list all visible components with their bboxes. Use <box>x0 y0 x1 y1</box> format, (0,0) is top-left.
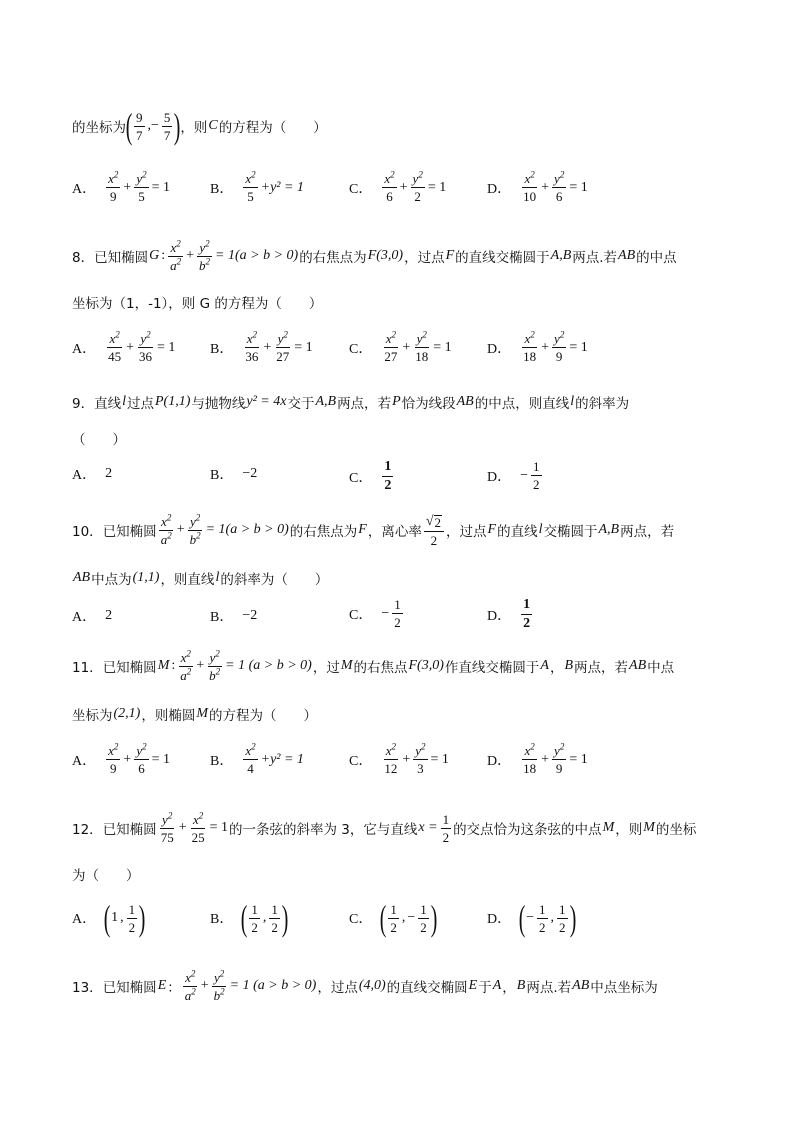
q13-stem: 13． 已知椭圆 E ： $\frac{x^2}{a^2}$ + $\frac{y^2}{b^2}$ = 1 (a > b > 0) ，过点 (4,0) 的直线交椭圆 E 于 A ， B 两点.若 AB 中点坐标为 <box>72 968 658 1003</box>
q9-stem: 9． 直线 l 过点 P(1,1) 与抛物线 y² = 4x 交于 A,B 两点，若 P 恰为线段 AB 的中点，则直线 l 的斜率为 <box>72 394 630 412</box>
q7-option-b[interactable]: B． $\frac{x^2}{5}$ +y² = 1 <box>210 169 304 204</box>
q11-option-b[interactable]: B． $\frac{x^2}{4}$ +y² = 1 <box>210 741 304 776</box>
q10-option-d[interactable]: D． $\frac{1}{2}$ <box>487 597 531 631</box>
q12-option-d[interactable]: D． ( − $\frac{1}{2}$ , $\frac{1}{2}$ ) <box>487 898 576 938</box>
q12-option-c[interactable]: C． ( $\frac{1}{2}$ , − $\frac{1}{2}$ ) <box>349 898 438 938</box>
q7-stem-tail: 的坐标为 ( $\frac{9}{7}$ ,− $\frac{5}{7}$ ) ，则 C 的方程为（ ） <box>72 106 327 146</box>
q8-stem: 8． 已知椭圆 G : $\frac{x^2}{a^2}$ + $\frac{y^2}{b^2}$ = 1(a > b > 0) 的右焦点为 F(3,0) ，过点 F 的直线交椭圆于 A,B 两点.若 AB 的中点 <box>72 238 677 273</box>
q10-stem: 10． 已知椭圆 $\frac{x^2}{a^2}$ + $\frac{y^2}{b^2}$ = 1(a > b > 0) 的右焦点为 F ，离心率 √ 2 2 ，过点 F 的直线 l 交椭圆于 A,B 两点，若 <box>72 512 675 548</box>
q11-option-a[interactable]: A． $\frac{x^2}{9}$ + $\frac{y^2}{6}$ = 1 <box>72 741 170 776</box>
q7-option-d[interactable]: D． $\frac{x^2}{10}$ + $\frac{y^2}{6}$ = 1 <box>487 169 588 204</box>
q7-option-c[interactable]: C． $\frac{x^2}{6}$ + $\frac{y^2}{2}$ = 1 <box>349 169 447 204</box>
q11-option-d[interactable]: D． $\frac{x^2}{18}$ + $\frac{y^2}{9}$ = 1 <box>487 741 588 776</box>
q9-stem-line2: （ ） <box>72 432 126 448</box>
q10-option-a[interactable]: A． 2 <box>72 608 113 625</box>
q8-option-c[interactable]: C． $\frac{x^2}{27}$ + $\frac{y^2}{18}$ = 1 <box>349 329 452 364</box>
q9-option-c[interactable]: C． $\frac{1}{2}$ <box>349 459 392 493</box>
q7-prefix: 的坐标为 <box>72 120 126 136</box>
q10-option-c[interactable]: C． − $\frac{1}{2}$ <box>349 597 401 630</box>
coord-x-fraction: $\frac{9}{7}$ <box>136 109 143 143</box>
q11-option-c[interactable]: C． $\frac{x^2}{12}$ + $\frac{y^2}{3}$ = 1 <box>349 741 449 776</box>
q9-option-d[interactable]: D． − $\frac{1}{2}$ <box>487 459 540 492</box>
q9-option-a[interactable]: A． 2 <box>72 466 113 483</box>
q8-option-b[interactable]: B． $\frac{x^2}{36}$ + $\frac{y^2}{27}$ = 1 <box>210 329 313 364</box>
q12-option-b[interactable]: B． ( $\frac{1}{2}$ , $\frac{1}{2}$ ) <box>210 898 289 938</box>
eccentricity-fraction: √ 2 2 <box>424 514 444 547</box>
q10-option-b[interactable]: B． −2 <box>210 608 258 625</box>
q8-option-d[interactable]: D． $\frac{x^2}{18}$ + $\frac{y^2}{9}$ = 1 <box>487 329 588 364</box>
q7-option-a[interactable]: A． $\frac{x^2}{9}$ + $\frac{y^2}{5}$ = 1 <box>72 169 170 204</box>
q10-stem-line2: AB 中点为 (1,1) ，则直线 l 的斜率为（ ） <box>73 570 329 588</box>
q9-option-b[interactable]: B． −2 <box>210 466 258 483</box>
q11-stem-line2: 坐标为 (2,1) ，则椭圆 M 的方程为（ ） <box>72 706 317 724</box>
q11-stem: 11． 已知椭圆 M : $\frac{x^2}{a^2}$ + $\frac{y^2}{b^2}$ = 1 (a > b > 0) ，过 M 的右焦点 F(3,0) 作直线交椭圆于 A ， B 两点，若 AB 中点 <box>72 648 675 683</box>
q12-stem-line2: 为（ ） <box>72 868 140 884</box>
q12-option-a[interactable]: A． ( 1 , $\frac{1}{2}$ ) <box>72 898 146 938</box>
coord-y-fraction: $\frac{5}{7}$ <box>163 109 171 143</box>
q12-stem: 12． 已知椭圆 $\frac{y^2}{75}$ + $\frac{x^2}{25}$ = 1 的一条弦的斜率为 3，它与直线 x = $\frac{1}{2}$ 的交点恰为这条弦的中点 M ，则 M 的坐标 <box>72 810 697 845</box>
q8-option-a[interactable]: A． $\frac{x^2}{45}$ + $\frac{y^2}{36}$ = 1 <box>72 329 176 364</box>
q8-stem-line2: 坐标为（1，-1），则 G 的方程为（ ） <box>72 296 323 312</box>
